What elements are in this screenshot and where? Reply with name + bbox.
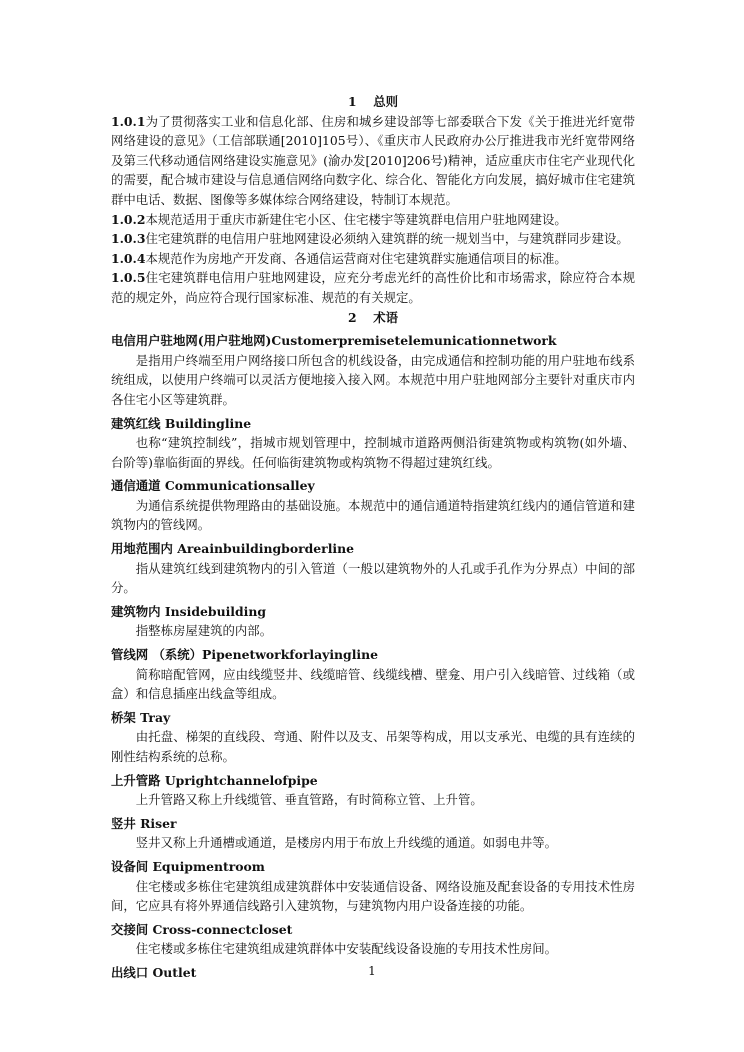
term-definition: 为通信系统提供物理路由的基础设施。本规范中的通信通道特指建筑红线内的通信管道和建筑物内的管线网。: [111, 497, 635, 533]
term-definition: 是指用户终端至用户网络接口所包含的机线设备，由完成通信和控制功能的用户驻地布线系统组成，以使用户终端可以灵活方便地接入接入网。本规范中用户驻地网部分主要针对重庆市内各住宅小区等建筑群。: [111, 352, 635, 407]
term-heading: 出线口 Outlet: [111, 964, 197, 980]
clause: [111, 210, 635, 230]
term-heading: 建筑物内 Insidebuilding: [111, 603, 267, 619]
chapter-title: 2 术语: [347, 309, 399, 325]
term-heading: 建筑红线 Buildingline: [111, 415, 252, 431]
clause-number: 1.0.5: [111, 270, 146, 286]
term-definition: 上升管路又称上升线缆管、垂直管路，有时简称立管、上升管。: [135, 792, 483, 808]
term-heading: 设备间 Equipmentroom: [111, 858, 265, 874]
clause-number: 1.0.3: [111, 231, 146, 247]
clause-number: 1.0.2: [111, 211, 146, 227]
term-definition: 简称暗配管网，应由线缆竖井、线缆暗管、线缆线槽、壁龛、用户引入线暗管、过线箱（或盒）和信息插座出线盒等组成。: [111, 666, 635, 702]
term-definition: 住宅楼或多栋住宅建筑组成建筑群体中安装通信设备、网络设施及配套设备的专用技术性房间，它应具有将外界通信线路引入建筑物，与建筑物内用户设备连接的功能。: [111, 878, 635, 914]
page-number: 1: [368, 964, 376, 978]
term-definition: 由托盘、梯架的直线段、弯通、附件以及支、吊架等构成，用以支承光、电缆的具有连续的刚性结构系统的总称。: [111, 729, 635, 764]
clause-text: 本规范作为房地产开发商、各通信运营商对住宅建筑群实施通信项目的标准。: [145, 250, 567, 266]
clause: [111, 229, 635, 249]
clause: [111, 249, 635, 269]
term-heading: 用地范围内 Areainbuildingborderline: [111, 541, 355, 557]
term-heading: 管线网 （系统）Pipenetworkforlayingline: [111, 647, 379, 663]
clause-number: 1.0.1: [111, 113, 146, 129]
chapter-title: 1 总则: [347, 94, 399, 109]
term-heading: 电信用户驻地网(用户驻地网)Customerpremisetelemunicationnetwork: [111, 333, 557, 349]
term-heading: 竖井 Riser: [111, 815, 177, 831]
term-heading: 桥架 Tray: [111, 709, 171, 725]
clause: [111, 112, 635, 210]
clause: [111, 268, 635, 307]
term-heading: 上升管路 Uprightchannelofpipe: [111, 772, 318, 788]
term-heading: 通信通道 Communicationsalley: [111, 478, 315, 494]
clause-number: 1.0.4: [111, 250, 146, 266]
clause-text: 住宅建筑群的电信用户驻地网建设必须纳入建筑群的统一规划当中，与建筑群同步建设。: [145, 231, 629, 247]
term-heading: 交接间 Cross-connectcloset: [111, 921, 293, 937]
clause-text: 为了贯彻落实工业和信息化部、住房和城乡建设部等七部委联合下发《关于推进光纤宽带网络建设的意见》（工信部联通[2010]105号）、《重庆市人民政府办公厅推进我市光纤宽带网络及第三代移动通信网络建设实施意见》(渝办发[2010]206号)精神，适应重庆市住宅产业现代化的需要，配合城市建设与信息通信网络向数字化、综合化、智能化方向发展，搞好城市住宅建筑群中电话、数据、图像等多媒体综合网络建设，特制订本规范。: [111, 113, 635, 207]
term-definition: 住宅楼或多栋住宅建筑组成建筑群体中安装配线设备设施的专用技术性房间。: [135, 941, 558, 957]
term-definition: 指从建筑红线到建筑物内的引入管道（一般以建筑物外的人孔或手孔作为分界点）中间的部分。: [111, 560, 635, 596]
term-definition: 竖井又称上升通槽或通道，是楼房内用于布放上升线缆的通道。如弱电井等。: [135, 835, 558, 851]
term-definition: 也称“建筑控制线”，指城市规划管理中，控制城市道路两侧沿街建筑物或构筑物(如外墙、台阶等)靠临街面的界线。任何临街建筑物或构筑物不得超过建筑红线。: [111, 435, 635, 470]
term-definition: 指整栋房屋建筑的内部。: [135, 623, 273, 639]
clause-text: 住宅建筑群电信用户驻地网建设，应充分考虑光纤的高性价比和市场需求，除应符合本规范的规定外，尚应符合现行国家标准、规范的有关规定。: [111, 270, 635, 305]
clause-text: 本规范适用于重庆市新建住宅小区、住宅楼宇等建筑群电信用户驻地网建设。: [145, 211, 567, 227]
page-content: [111, 92, 635, 983]
